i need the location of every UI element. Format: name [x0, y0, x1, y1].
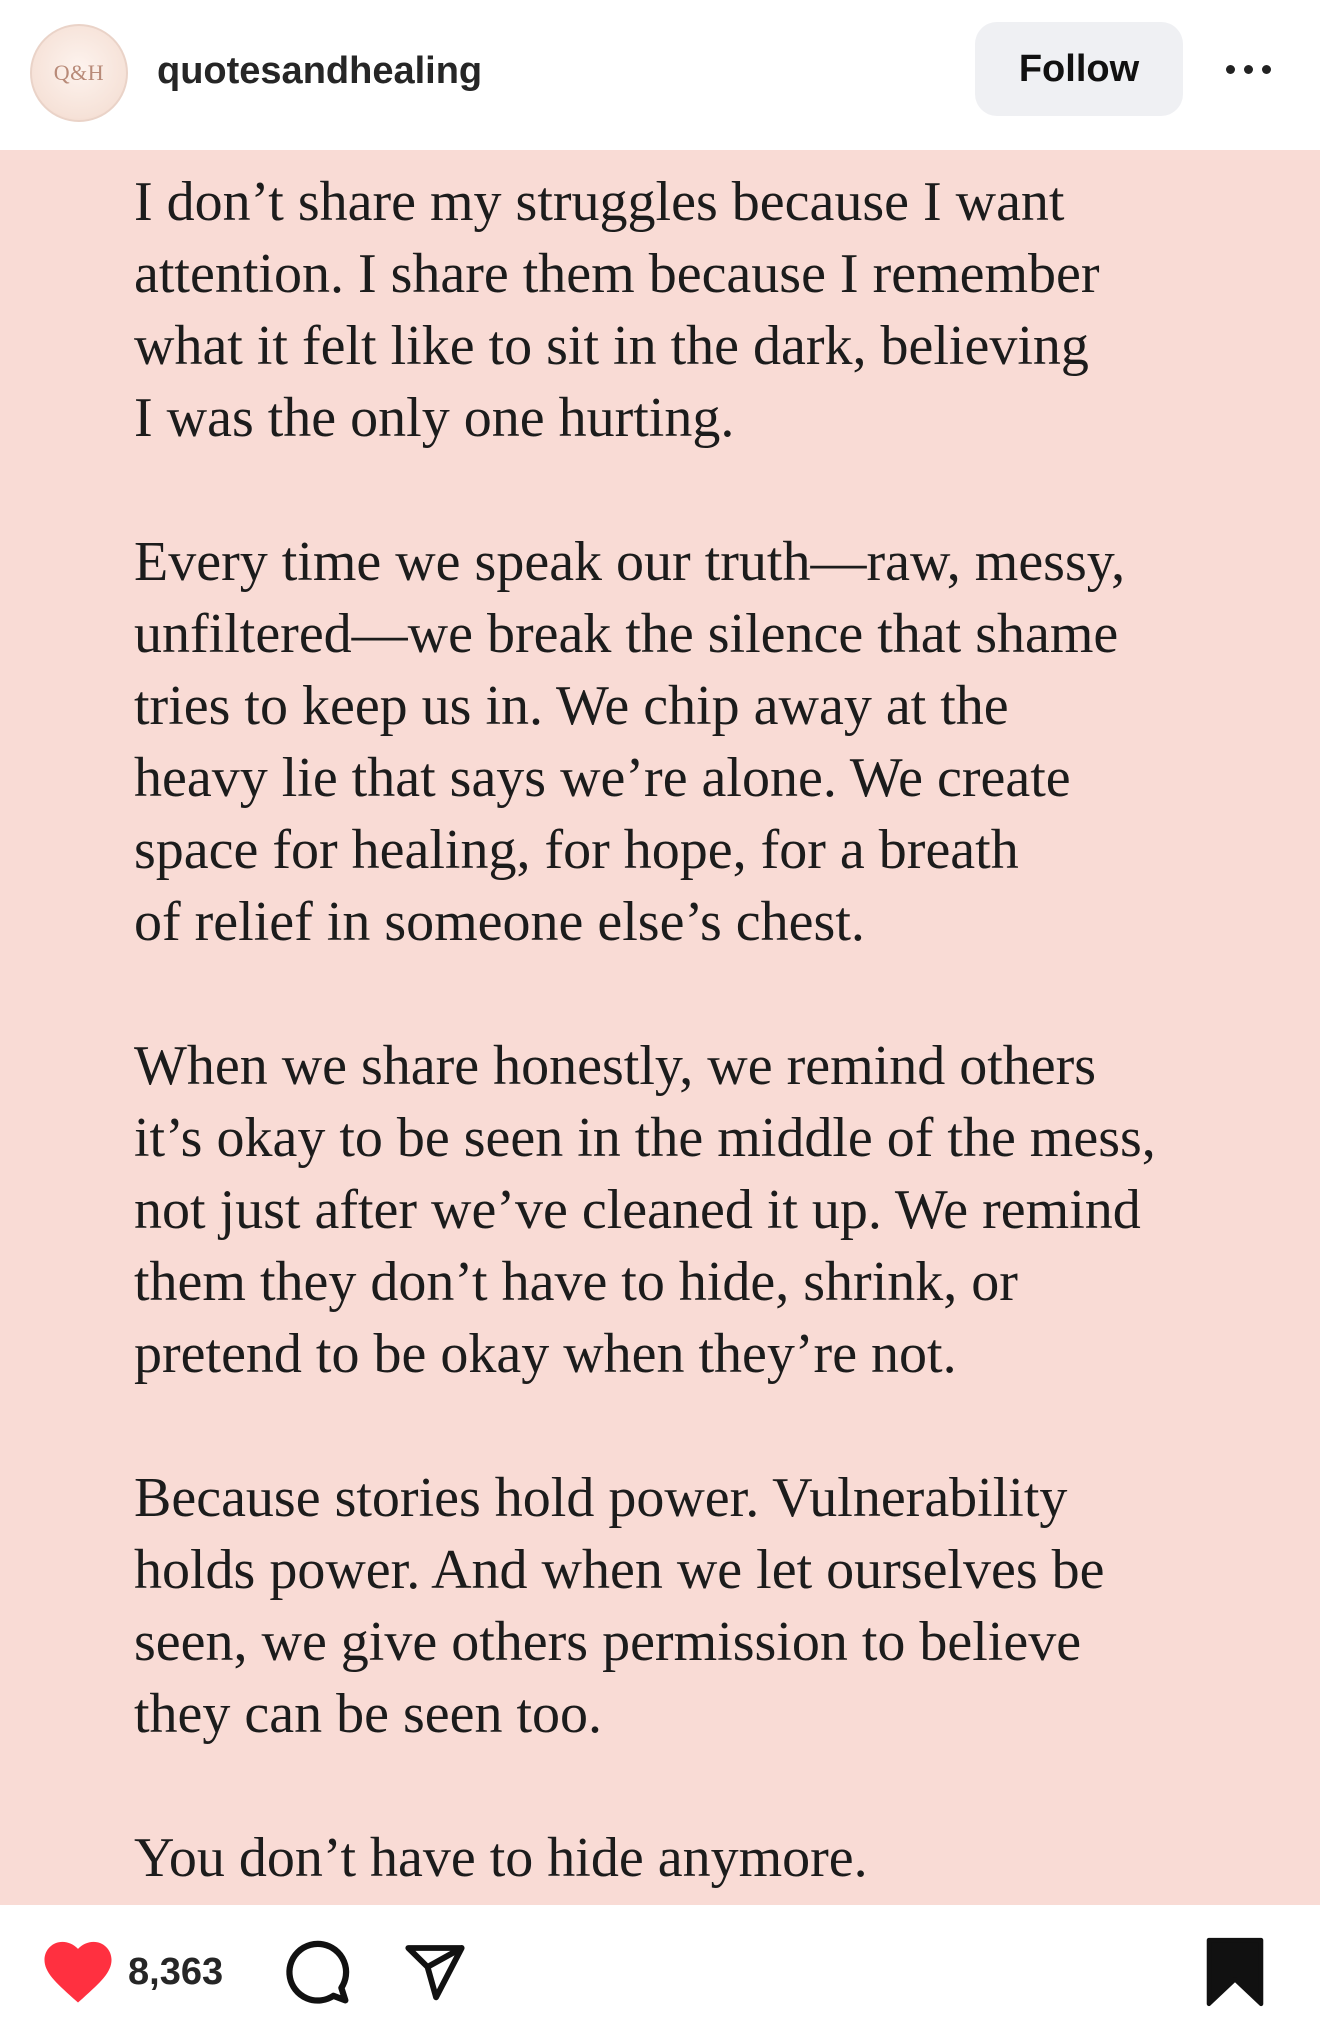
quote-paragraph-4: Because stories hold power. Vulnerability holds power. And when we let ourselves be seen, we give others permission to believe they can be seen too. [134, 1467, 1105, 1745]
post-image[interactable] [0, 150, 1320, 1905]
quote-paragraph-5: You don’t have to hide anymore. [134, 1827, 868, 1889]
dot [1262, 65, 1271, 74]
quote-paragraph-1: I don’t share my struggles because I want attention. I share them because I remember what it felt like to sit in the dark, believing I was the only one hurting. [134, 171, 1100, 449]
comment-icon[interactable] [280, 1935, 354, 2009]
follow-button[interactable]: Follow [975, 22, 1183, 116]
action-bar [0, 1905, 1320, 2034]
username[interactable]: quotesandhealing [157, 50, 483, 92]
quote-paragraph-2: Every time we speak our truth—raw, messy, unfiltered—we break the silence that shame tries to keep us in. We chip away at the heavy lie that says we’re alone. We create space for healing, for hope, for a breath of relief in someone else’s chest. [134, 531, 1126, 953]
avatar[interactable] [30, 24, 128, 122]
dot [1226, 65, 1235, 74]
avatar-logo-text: Q&H [53, 60, 105, 85]
more-options-icon[interactable] [1218, 44, 1278, 94]
quote-paragraph-3: When we share honestly, we remind others it’s okay to be seen in the middle of the mess, not just after we’ve cleaned it up. We remind them they don’t have to hide, shrink, or pretend to be okay when they’re not. [134, 1035, 1156, 1385]
like-count[interactable]: 8,363 [128, 1951, 224, 1993]
send-icon[interactable] [398, 1935, 472, 2009]
quote-text [134, 166, 1284, 1894]
post-header [0, 0, 1320, 150]
dot [1244, 65, 1253, 74]
heart-filled-icon[interactable] [40, 1939, 116, 2005]
bookmark-filled-icon[interactable] [1200, 1933, 1270, 2011]
